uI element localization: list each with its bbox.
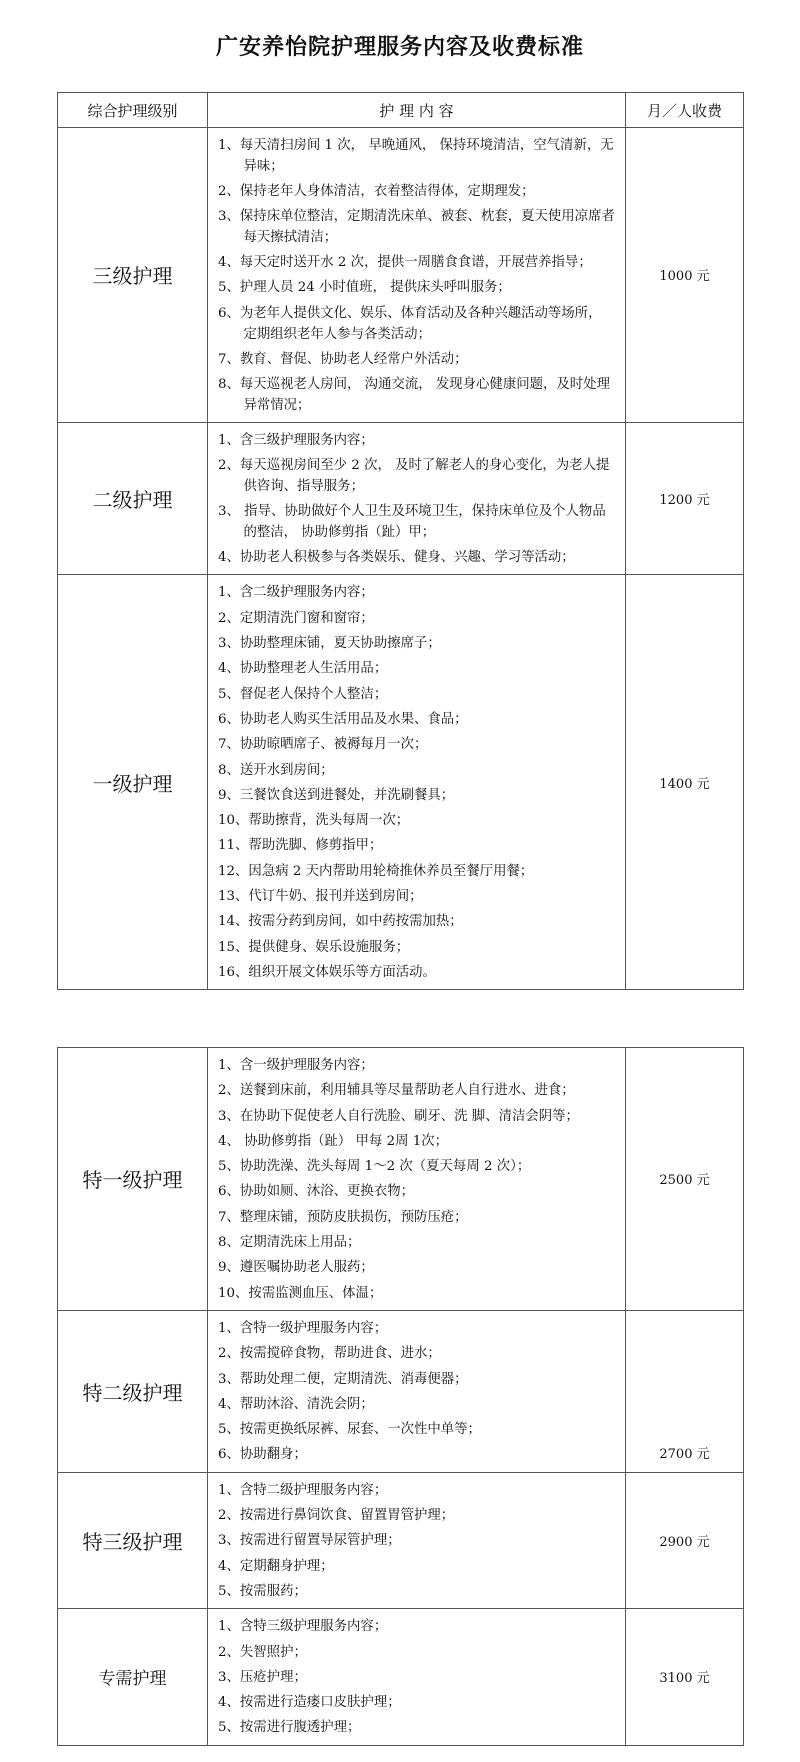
- header-content: 护 理 内 容: [208, 93, 626, 128]
- list-item: 14、按需分药到房间，如中药按需加热；: [218, 914, 463, 930]
- list-item: 4、协助整理老人生活用品；: [218, 661, 388, 677]
- list-item: 3、保持床单位整洁，定期清洗床单、被套、枕套，夏天使用凉席者每天擦拭清洁；: [218, 209, 615, 246]
- list-item: 5、按需更换纸尿裤、尿套、一次性中单等；: [218, 1422, 481, 1438]
- list-item: 2、按需进行鼻饲饮食、留置胃管护理；: [218, 1508, 455, 1524]
- fee-value: 1000 元: [626, 128, 744, 423]
- fee-value: 1200 元: [626, 422, 744, 575]
- list-item: 3、 指导、协助做好个人卫生及环境卫生，保持床单位及个人物品的整洁， 协助修剪指（趾）甲；: [218, 504, 606, 541]
- level-name: 专需护理: [58, 1609, 208, 1745]
- care-items: [208, 1472, 626, 1608]
- special-care-fee-table: [57, 1047, 744, 1746]
- table-header-row: [58, 93, 744, 128]
- list-item: 6、协助如厕、沐浴、更换衣物；: [218, 1184, 414, 1200]
- table-row: [58, 575, 744, 990]
- table-row: [58, 1310, 744, 1472]
- header-fee: 月／人收费: [626, 93, 744, 128]
- list-item: 10、按需监测血压、体温；: [218, 1285, 383, 1301]
- list-item: 11、帮助洗脚、修剪指甲；: [218, 838, 383, 854]
- care-items: [208, 1609, 626, 1745]
- list-item: 8、定期清洗床上用品；: [218, 1235, 361, 1251]
- list-item: 8、送开水到房间；: [218, 762, 334, 778]
- list-item: 8、每天巡视老人房间， 沟通交流， 发现身心健康问题，及时处理异常情况；: [218, 376, 610, 413]
- list-item: 12、因急病 2 天内帮助用轮椅推休养员至餐厅用餐；: [218, 863, 534, 879]
- list-item: 5、按需进行腹透护理；: [218, 1720, 361, 1736]
- list-item: 4、帮助沐浴、清洗会阴；: [218, 1396, 374, 1412]
- care-items: [208, 1310, 626, 1472]
- list-item: 2、每天巡视房间至少 2 次， 及时了解老人的身心变化，为老人提供咨询、指导服务；: [218, 458, 610, 495]
- table-row: [58, 1609, 744, 1745]
- list-item: 4、定期翻身护理；: [218, 1558, 334, 1574]
- list-item: 4、每天定时送开水 2 次，提供一周膳食食谱，开展营养指导；: [218, 255, 592, 271]
- level-name: 特二级护理: [58, 1310, 208, 1472]
- list-item: 1、含二级护理服务内容；: [218, 585, 374, 601]
- list-item: 1、含特二级护理服务内容；: [218, 1482, 388, 1498]
- level-name: 三级护理: [58, 128, 208, 423]
- list-item: 3、协助整理床铺，夏天协助擦席子；: [218, 636, 441, 652]
- list-item: 7、教育、督促、协助老人经常户外活动；: [218, 351, 468, 367]
- care-items: [208, 1048, 626, 1311]
- fee-value: 3100 元: [626, 1609, 744, 1745]
- header-level: 综合护理级别: [58, 93, 208, 128]
- list-item: 5、督促老人保持个人整洁；: [218, 686, 388, 702]
- fee-value: 1400 元: [626, 575, 744, 990]
- table-row: [58, 1472, 744, 1608]
- list-item: 10、帮助擦背，洗头每周一次；: [218, 813, 410, 829]
- list-item: 3、在协助下促使老人自行洗脸、刷牙、洗 脚、清洁会阴等；: [218, 1108, 579, 1124]
- care-items: [208, 575, 626, 990]
- list-item: 2、保持老年人身体清洁，衣着整洁得体，定期理发；: [218, 184, 535, 199]
- fee-value: 2700 元: [626, 1310, 744, 1472]
- list-item: 1、含特三级护理服务内容；: [218, 1619, 388, 1635]
- list-item: 16、组织开展文体娱乐等方面活动。: [218, 964, 436, 980]
- list-item: 6、协助老人购买生活用品及水果、食品；: [218, 711, 468, 727]
- list-item: 1、含一级护理服务内容；: [218, 1058, 374, 1073]
- list-item: 4、 协助修剪指（趾） 甲每 2周 1次；: [218, 1133, 449, 1149]
- page-title: 广安养怡院护理服务内容及收费标准: [215, 34, 584, 60]
- list-item: 7、协助晾晒席子、被褥每月一次；: [218, 737, 428, 753]
- list-item: 4、按需进行造瘘口皮肤护理；: [218, 1695, 401, 1711]
- list-item: 13、代订牛奶、报刊并送到房间；: [218, 889, 423, 905]
- table-row: [58, 422, 744, 575]
- care-fee-table: [57, 92, 744, 990]
- level-name: 二级护理: [58, 422, 208, 575]
- list-item: 5、协助洗澡、洗头每周 1～2 次（夏天每周 2 次）；: [218, 1159, 531, 1175]
- list-item: 2、失智照护；: [218, 1644, 307, 1660]
- fee-value: 2900 元: [626, 1472, 744, 1608]
- list-item: 1、每天清扫房间 1 次， 早晚通风， 保持环境清洁，空气清新，无异味；: [218, 138, 614, 174]
- list-item: 3、压疮护理；: [218, 1669, 307, 1685]
- list-item: 2、送餐到床前，利用辅具等尽量帮助老人自行进水、进食；: [218, 1083, 575, 1099]
- list-item: 3、帮助处理二便，定期清洗、消毒便器；: [218, 1371, 468, 1387]
- level-name: 特一级护理: [58, 1048, 208, 1311]
- list-item: 5、护理人员 24 小时值班， 提供床头呼叫服务；: [218, 280, 511, 296]
- list-item: 9、三餐饮食送到进餐处，并洗刷餐具；: [218, 787, 455, 803]
- list-item: 6、协助翻身；: [218, 1447, 307, 1463]
- table-row: [58, 1048, 744, 1311]
- table-row: [58, 128, 744, 423]
- list-item: 3、按需进行留置导尿管护理；: [218, 1533, 401, 1549]
- fee-value: 2500 元: [626, 1048, 744, 1311]
- level-name: 特三级护理: [58, 1472, 208, 1608]
- list-item: 7、整理床铺，预防皮肤损伤，预防压疮；: [218, 1209, 468, 1225]
- list-item: 9、遵医嘱协助老人服药；: [218, 1260, 374, 1276]
- list-item: 5、按需服药；: [218, 1583, 307, 1599]
- list-item: 1、含特一级护理服务内容；: [218, 1320, 388, 1336]
- list-item: 6、为老年人提供文化、娱乐、体育活动及各种兴趣活动等场所， 定期组织老年人参与各类活动；: [218, 305, 602, 342]
- level-name: 一级护理: [58, 575, 208, 990]
- care-items: [208, 422, 626, 575]
- care-items: [208, 128, 626, 423]
- list-item: 15、提供健身、娱乐设施服务；: [218, 939, 410, 955]
- list-item: 4、协助老人积极参与各类娱乐、健身、兴趣、学习等活动；: [218, 550, 575, 566]
- list-item: 2、定期清洗门窗和窗帘；: [218, 610, 374, 626]
- list-item: 1、含三级护理服务内容；: [218, 432, 374, 448]
- list-item: 2、按需搅碎食物，帮助进食、进水；: [218, 1346, 441, 1362]
